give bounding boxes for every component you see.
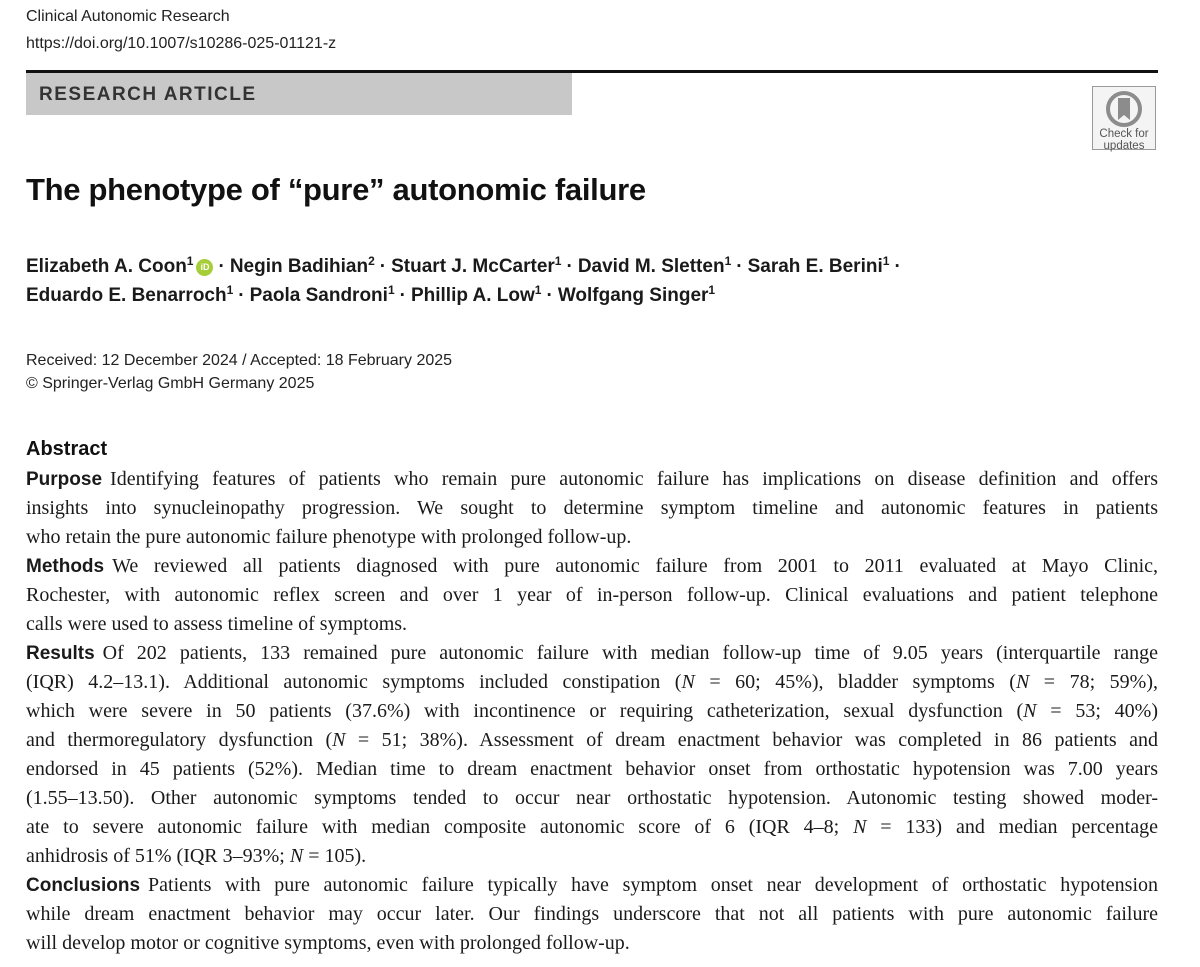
author-name[interactable]: Wolfgang Singer: [557, 285, 709, 306]
author-name[interactable]: Elizabeth A. Coon: [26, 256, 187, 277]
author-affiliation: 1: [534, 283, 542, 297]
abstract-text: Patients with pure autonomic failure typically have symptom onset near development of orthostatic hypotension: [148, 874, 1158, 896]
abstract-text: Of 202 patients, 133 remained pure autonomic failure with median follow-up time of 9.05 years (interquartile range: [102, 642, 1158, 664]
article-type-banner: [26, 73, 572, 115]
author-separator: ·: [736, 256, 743, 277]
author-name[interactable]: Negin Badihian: [229, 256, 369, 277]
author-affiliation: 1: [554, 254, 562, 268]
doi-link[interactable]: https://doi.org/10.1007/s10286-025-01121-z: [26, 35, 337, 52]
abstract-line: [26, 583, 1158, 607]
author-affiliation: 1: [186, 254, 194, 268]
abstract-line: [26, 641, 1158, 666]
check-for-updates-badge[interactable]: [1092, 86, 1156, 150]
author-list-line-1: [26, 256, 906, 278]
author-affiliation: 1: [882, 254, 890, 268]
abstract-heading: Abstract: [26, 438, 108, 460]
abstract-line: [26, 467, 1158, 492]
abstract-text: which were severe in 50 patients (37.6%) with incontinence or requiring catheterization, sexual dysfunction (N = 53; 40%): [26, 700, 1158, 722]
journal-name: Clinical Autonomic Research: [26, 8, 230, 25]
abstract-line: [26, 786, 1158, 810]
check-for-updates-text-2: updates: [1103, 140, 1145, 152]
author-separator: ·: [894, 256, 901, 277]
abstract-line: [26, 496, 1158, 520]
abstract-line: [26, 728, 1158, 752]
abstract-line: [26, 844, 1158, 868]
article-title: The phenotype of “pure” autonomic failure: [26, 172, 646, 207]
author-separator: ·: [379, 256, 387, 277]
author-separator: ·: [566, 256, 573, 277]
author-separator: ·: [218, 256, 225, 277]
author-name[interactable]: Stuart J. McCarter: [391, 256, 555, 277]
author-separator: ·: [399, 285, 406, 306]
abstract-text: who retain the pure autonomic failure phenotype with prolonged follow-up.: [26, 526, 632, 548]
check-for-updates-icon: [1105, 90, 1143, 128]
author-separator: ·: [238, 285, 245, 306]
abstract-line: [26, 757, 1158, 781]
author-affiliation: 1: [387, 283, 395, 297]
abstract-line: [26, 902, 1158, 926]
abstract-line: [26, 612, 1158, 636]
author-name[interactable]: Sarah E. Berini: [747, 256, 883, 277]
author-list-line-2: [26, 285, 715, 307]
copyright-notice: © Springer-Verlag GmbH Germany 2025: [26, 375, 315, 392]
abstract-text: (1.55–13.50). Other autonomic symptoms tended to occur near orthostatic hypotension. Autonomic testing showed moder-: [26, 787, 1158, 809]
abstract-text: We reviewed all patients diagnosed with pure autonomic failure from 2001 to 2011 evaluated at Mayo Clinic,: [112, 555, 1158, 577]
author-name[interactable]: Eduardo E. Benarroch: [26, 285, 227, 306]
author-affiliation: 1: [724, 254, 732, 268]
abstract-text: and thermoregulatory dysfunction (N = 51; 38%). Assessment of dream enactment behavior was completed in 86 patients and: [26, 729, 1158, 751]
orcid-icon[interactable]: iD: [196, 259, 213, 276]
author-separator: ·: [546, 285, 553, 306]
abstract-text: Identifying features of patients who remain pure autonomic failure has implications on disease definition and offers: [110, 468, 1158, 490]
purpose-label: Purpose: [26, 469, 103, 490]
received-accepted-dates: Received: 12 December 2024 / Accepted: 18 February 2025: [26, 352, 453, 369]
abstract-text: ate to severe autonomic failure with median composite autonomic score of 6 (IQR 4–8; N = 133) and median percentage: [26, 816, 1158, 838]
abstract-text: while dream enactment behavior may occur later. Our findings underscore that not all patients with pure autonomic failure: [26, 903, 1158, 925]
abstract-text: endorsed in 45 patients (52%). Median time to dream enactment behavior onset from orthostatic hypotension was 7.00 years: [26, 758, 1158, 780]
methods-label: Methods: [26, 556, 105, 577]
abstract-text: will develop motor or cognitive symptoms, even with prolonged follow-up.: [26, 932, 630, 954]
check-for-updates-text-1: Check for: [1099, 128, 1149, 140]
abstract-line: [26, 815, 1158, 839]
author-name[interactable]: Paola Sandroni: [249, 285, 388, 306]
author-affiliation: 1: [226, 283, 234, 297]
abstract-text: Rochester, with autonomic reflex screen and over 1 year of in-person follow-up. Clinical evaluations and patient telephone: [26, 584, 1158, 606]
abstract-line: [26, 670, 1158, 694]
abstract-line: [26, 873, 1158, 898]
abstract-text: insights into synucleinopathy progression. We sought to determine symptom timeline and autonomic features in patients: [26, 497, 1158, 519]
author-affiliation: 1: [708, 283, 716, 297]
author-affiliation: 2: [368, 254, 375, 268]
abstract-text: calls were used to assess timeline of symptoms.: [26, 613, 408, 635]
abstract-text: (IQR) 4.2–13.1). Additional autonomic symptoms included constipation (N = 60; 45%), bladder symptoms (N = 78; 59%),: [26, 671, 1158, 693]
abstract-line: [26, 554, 1158, 579]
author-name[interactable]: David M. Sletten: [577, 256, 725, 277]
abstract-line: [26, 931, 1158, 955]
abstract-line: [26, 699, 1158, 723]
abstract-text: anhidrosis of 51% (IQR 3–93%; N = 105).: [26, 845, 367, 867]
conclusions-label: Conclusions: [26, 875, 141, 896]
abstract-line: [26, 525, 1158, 549]
results-label: Results: [26, 643, 95, 664]
author-name[interactable]: Phillip A. Low: [410, 285, 535, 306]
article-type-label: RESEARCH ARTICLE: [39, 84, 257, 105]
